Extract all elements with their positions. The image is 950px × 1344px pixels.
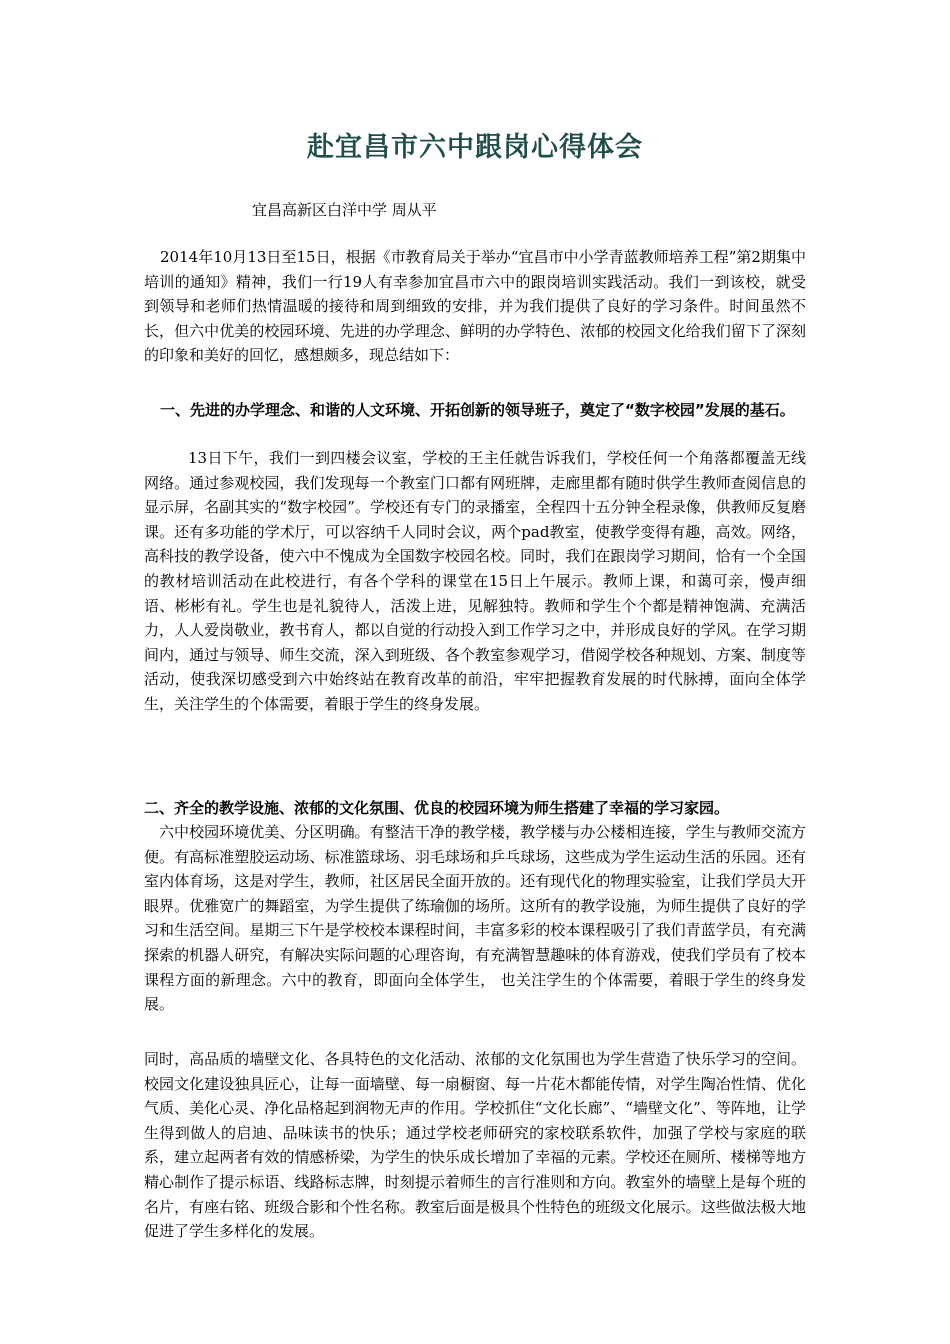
section-1-heading: 一、先进的办学理念、和谐的人文环境、开拓创新的领导班子，奠定了“数字校园”发展的基石。 — [160, 401, 795, 419]
intro-paragraph: 2014年10月13日至15日，根据《市教育局关于举办“宜昌市中小学青蓝教师培养工程”第2期集中培训的通知》精神，我们一行19人有幸参加宜昌市六中的跟岗培训实践活动。我们一到该校，就受到领导和老师们热情温暖的接待和周到细致的安排，并为我们提供了良好的学习条件。时间虽然不长，但六中优美的校园环境、先进的办学理念、鲜明的办学特色、浓郁的校园文化给我们留下了深刻的印象和美好的回忆，感想颇多，现总结如下： — [144, 248, 806, 365]
section-2-paragraph-1: 六中校园环境优美、分区明确。有整洁干净的教学楼，教学楼与办公楼相连接，学生与教师交流方便。有高标准塑胶运动场、标准篮球场、羽毛球场和乒乓球场，这些成为学生运动生活的乐园。还有室内体育场，这是对学生，教师，社区居民全面开放的。还有现代化的物理实验室，让我们学员大开眼界。优雅宽广的舞蹈室，为学生提供了练瑜伽的场所。这所有的教学设施，为师生提供了良好的学习和生活空间。星期三下午是学校校本课程时间，丰富多彩的校本课程吸引了我们青蓝学员，有充满探索的机器人研究，有解决实际问题的心理咨询，有充满智慧趣味的体育游戏，使我们学员有了校本课程方面的新理念。六中的教育，即面向全体学生， 也关注学生的个体需要，着眼于学生的终身发展。 — [144, 823, 806, 1014]
section-2-heading: 二、齐全的教学设施、浓郁的文化氛围、优良的校园环境为师生搭建了幸福的学习家园。 — [144, 799, 730, 817]
author-line: 宜昌高新区白洋中学 周从平 — [252, 201, 437, 219]
section-2-paragraph-2: 同时，高品质的墙壁文化、各具特色的文化活动、浓郁的文化氛围也为学生营造了快乐学习的空间。校园文化建设独具匠心，让每一面墙壁、每一扇橱窗、每一片花木都能传情，对学生陶冶性情、优化气质、美化心灵、净化品格起到润物无声的作用。学校抓住“文化长廊”、“墙壁文化”、等阵地，让学生得到做人的启迪、品味读书的快乐；通过学校老师研究的家校联系软件，加强了学校与家庭的联系，建立起两者有效的情感桥梁，为学生的快乐成长增加了幸福的元素。学校还在厕所、楼梯等地方精心制作了提示标语、线路标志牌，时刻提示着师生的言行准则和方向。教室外的墙壁上是每个班的名片，有座右铭、班级合影和个性名称。教室后面是极具个性特色的班级文化展示。这些做法极大地促进了学生多样化的发展。 — [144, 1050, 806, 1241]
section-1-paragraph: 13日下午，我们一到四楼会议室，学校的王主任就告诉我们，学校任何一个角落都覆盖无线网络。通过参观校园，我们发现每一个教室门口都有网班牌，走廊里都有随时供学生教师查阅信息的显示屏，名副其实的“数字校园”。学校还有专门的录播室，全程四十五分钟全程录像，供教师反复磨课。还有多功能的学术厅，可以容纳千人同时会议，两个pad教室，使教学变得有趣，高效。网络，高科技的教学设备，使六中不愧成为全国数字校园名校。同时，我们在跟岗学习期间，恰有一个全国的教材培训活动在此校进行，有各个学科的课堂在15日上午展示。教师上课，和蔼可亲，慢声细语、彬彬有礼。学生也是礼貌待人，活泼上进，见解独特。教师和学生个个都是精神饱满、充满活力，人人爱岗敬业，教书育人，都以自觉的行动投入到工作学习之中，并形成良好的学风。在学习期间内，通过与领导、师生交流，深入到班级、各个教室参观学习，借阅学校各种规划、方案、制度等活动，使我深切感受到六中始终站在教育改革的前沿，牢牢把握教育发展的时代脉搏，面向全体学生，关注学生的个体需要，着眼于学生的终身发展。 — [144, 449, 806, 713]
document-title: 赴宜昌市六中跟岗心得体会 — [307, 132, 643, 163]
